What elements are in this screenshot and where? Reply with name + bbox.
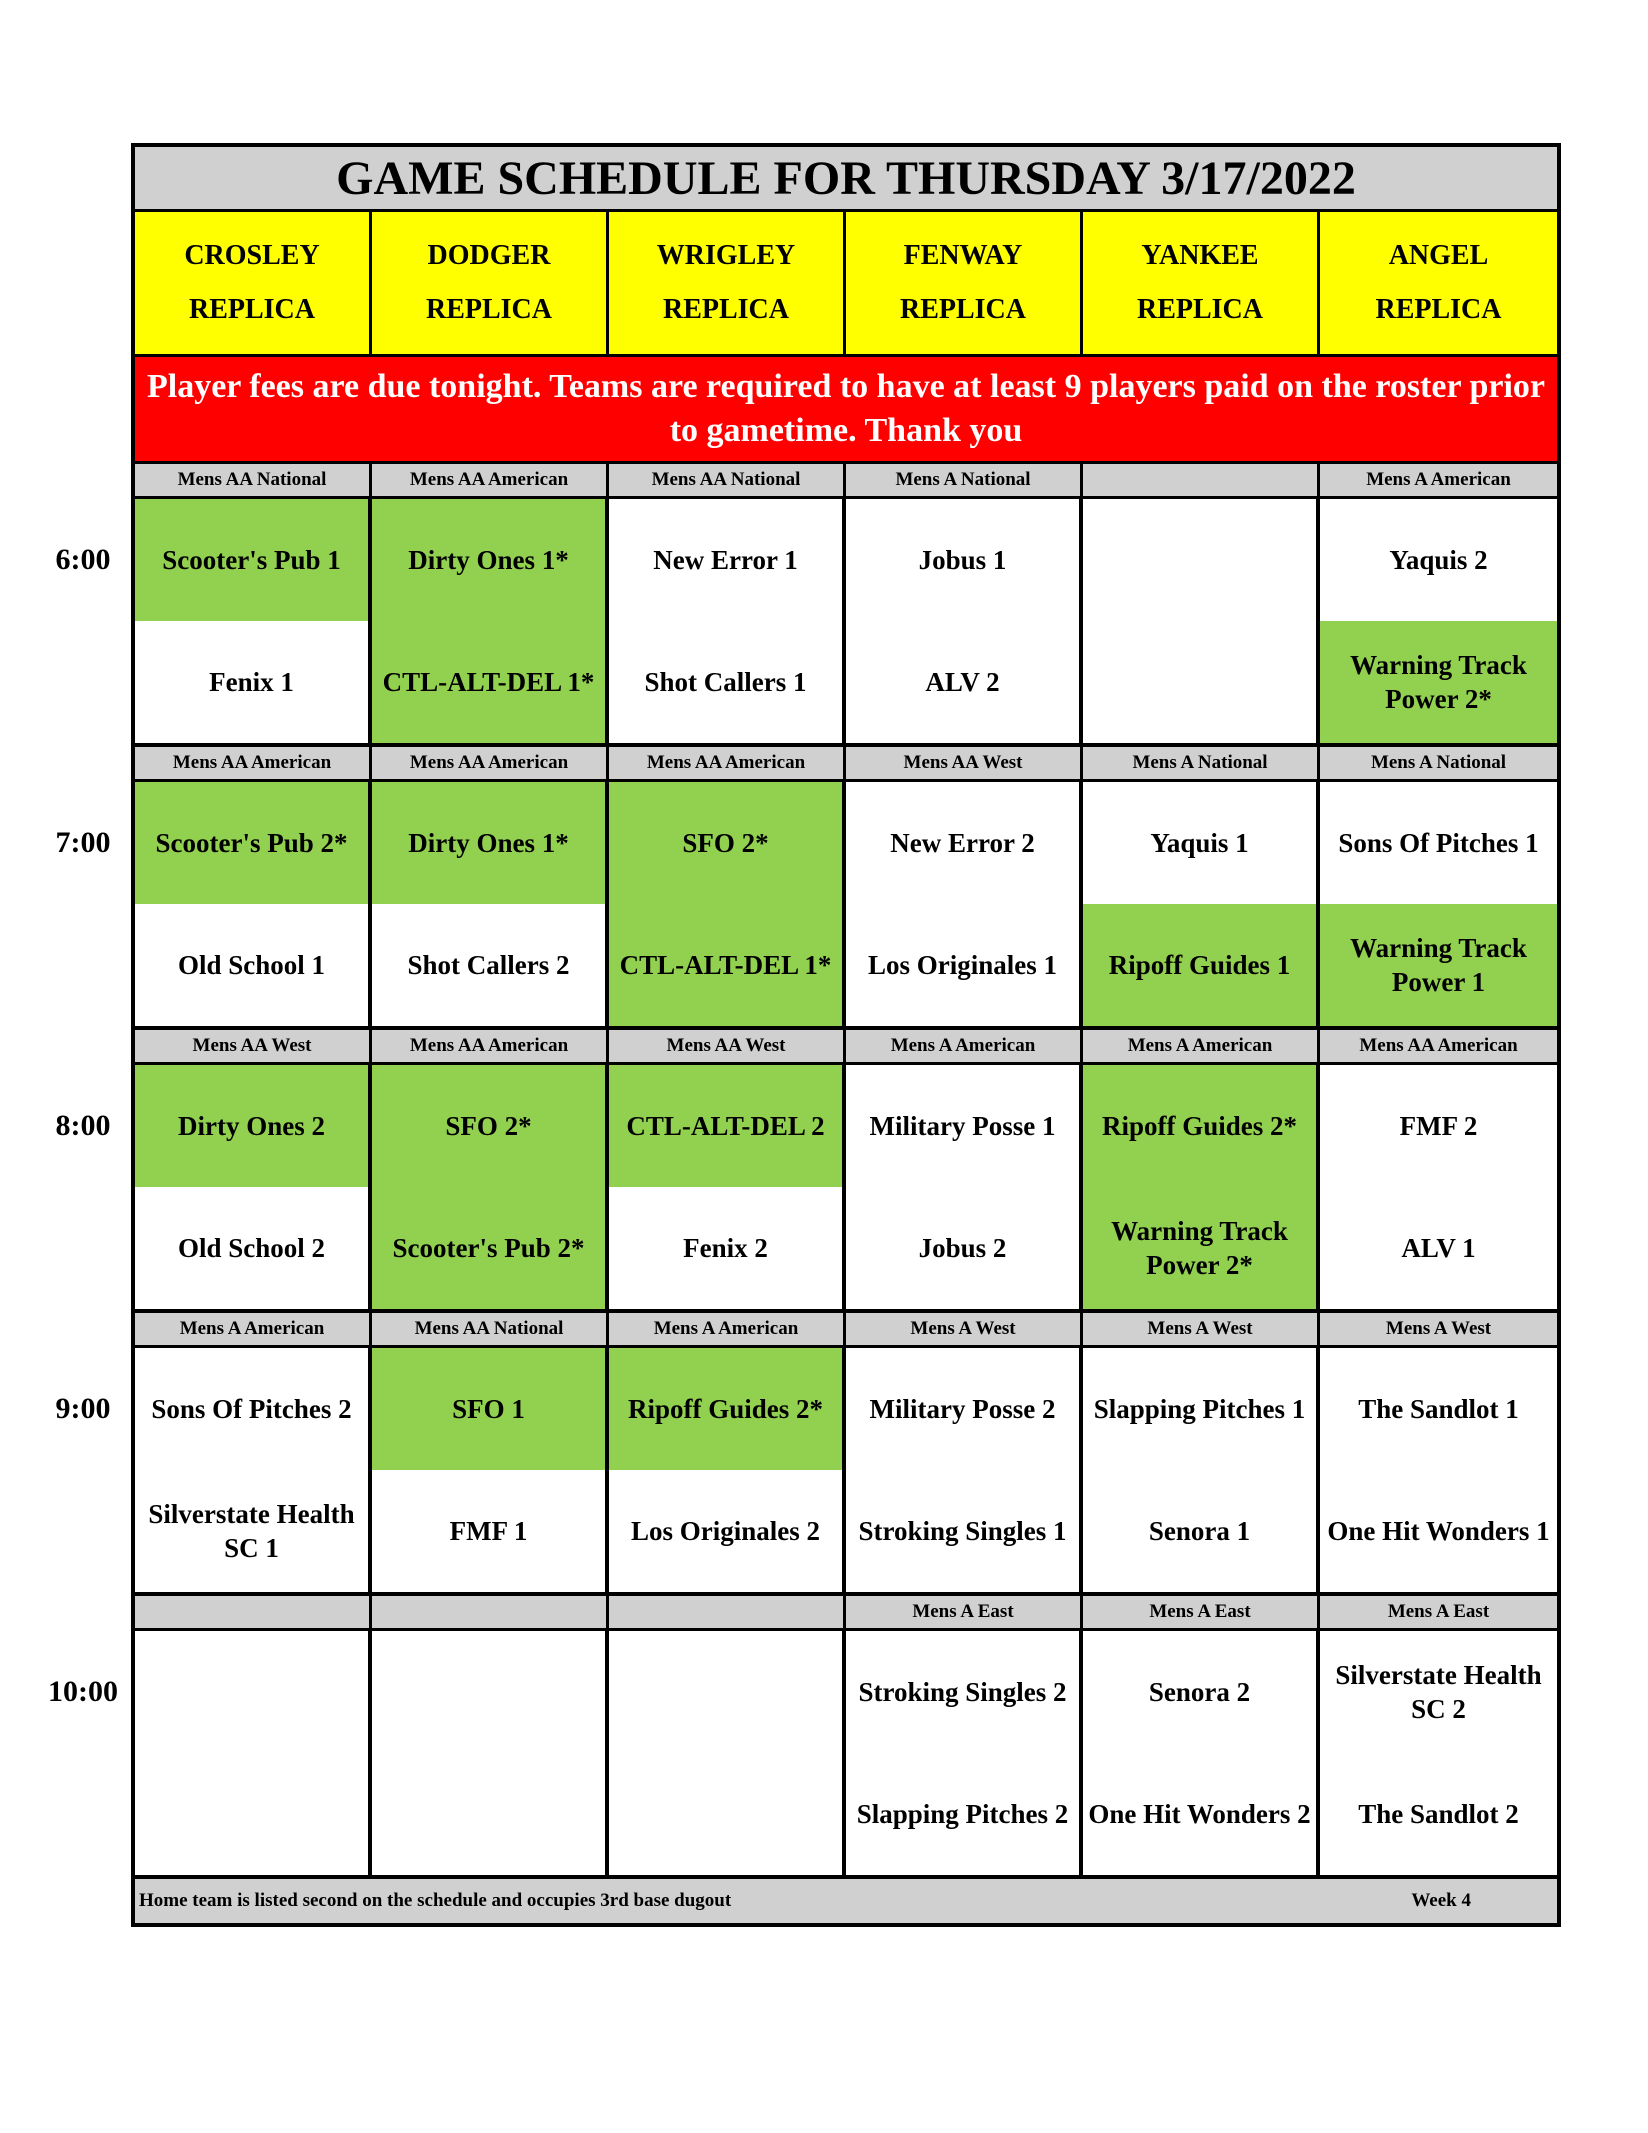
division-label: Mens A National — [846, 464, 1083, 496]
game-cell — [846, 1631, 1083, 1875]
home-team: Stroking Singles 1 — [858, 1516, 1067, 1546]
division-label: Mens A American — [1366, 469, 1511, 490]
field-header-wrigley — [609, 212, 846, 354]
division-label: Mens A National — [1370, 752, 1507, 773]
away-team: Sons Of Pitches 1 — [1338, 828, 1539, 858]
home-team: Scooter's Pub 2* — [372, 1187, 605, 1309]
field-name: WRIGLEY — [656, 240, 796, 271]
field-header-yankee — [1083, 212, 1320, 354]
field-subtitle: REPLICA — [1375, 294, 1502, 325]
division-label: Mens A West — [846, 1313, 1083, 1345]
division-label: Mens AA West — [135, 1030, 372, 1062]
home-team: Ripoff Guides 1 — [1083, 904, 1316, 1026]
away-team: Ripoff Guides 2* — [609, 1348, 842, 1470]
field-name: CROSLEY — [184, 240, 320, 271]
away-team — [1083, 499, 1316, 621]
game-cell — [372, 1348, 609, 1592]
game-cell — [135, 1065, 372, 1309]
division-row — [135, 747, 1557, 782]
division-label: Mens AA American — [372, 747, 609, 779]
home-team: ALV 2 — [925, 667, 1000, 697]
division-label: Mens AA West — [846, 747, 1083, 779]
game-cell — [1320, 1631, 1557, 1875]
division-label: Mens AA National — [135, 464, 372, 496]
division-label: Mens A American — [846, 1030, 1083, 1062]
field-name: YANKEE — [1141, 240, 1259, 271]
field-subtitle: REPLICA — [188, 294, 315, 325]
home-team: ALV 1 — [1401, 1233, 1476, 1263]
home-team: Los Originales 1 — [867, 950, 1057, 980]
away-team: Scooter's Pub 1 — [135, 499, 368, 621]
schedule-table — [131, 143, 1561, 1927]
field-header-angel — [1320, 212, 1557, 354]
home-team: Warning Track Power 1 — [1320, 904, 1557, 1026]
away-team — [372, 1631, 605, 1753]
away-team — [135, 1631, 368, 1753]
division-label — [1083, 464, 1320, 496]
home-team — [1083, 621, 1316, 743]
game-cell — [1083, 1631, 1320, 1875]
home-team: Old School 2 — [177, 1233, 326, 1263]
home-team: Fenix 1 — [209, 667, 294, 697]
field-subtitle: REPLICA — [1136, 294, 1263, 325]
game-row — [135, 1348, 1557, 1596]
home-team: Jobus 2 — [918, 1233, 1007, 1263]
division-label: Mens A East — [1083, 1596, 1320, 1628]
away-team: Stroking Singles 2 — [858, 1677, 1067, 1707]
game-cell — [372, 782, 609, 1026]
home-team: FMF 1 — [449, 1516, 528, 1546]
field-header-fenway — [846, 212, 1083, 354]
division-label: Mens AA American — [1359, 1035, 1518, 1056]
field-subtitle: REPLICA — [662, 294, 789, 325]
division-row — [135, 1030, 1557, 1065]
game-cell — [135, 499, 372, 743]
division-label: Mens AA National — [609, 464, 846, 496]
away-team: New Error 2 — [890, 828, 1035, 858]
game-cell — [1083, 499, 1320, 743]
field-header-row — [135, 212, 1557, 357]
game-cell — [135, 1631, 372, 1875]
away-team: Scooter's Pub 2* — [135, 782, 368, 904]
division-label: Mens AA American — [609, 747, 846, 779]
game-cell — [846, 1065, 1083, 1309]
player-fees-notice: Player fees are due tonight. Teams are required to have at least 9 players paid on the roster prior to gametime. Thank you — [135, 357, 1557, 464]
game-cell — [1083, 1065, 1320, 1309]
game-cell — [609, 1065, 846, 1309]
time-label: 9:00 — [55, 1392, 111, 1425]
field-name: DODGER — [427, 240, 551, 271]
division-label: Mens A National — [1083, 747, 1320, 779]
time-label: 7:00 — [55, 826, 111, 859]
game-cell — [1083, 1348, 1320, 1592]
game-cell — [372, 499, 609, 743]
division-label: Mens A American — [135, 1313, 372, 1345]
away-team: Senora 2 — [1148, 1677, 1251, 1707]
away-team: Ripoff Guides 2* — [1083, 1065, 1316, 1187]
away-team: Jobus 1 — [918, 545, 1007, 575]
game-row — [135, 1631, 1557, 1879]
game-cell — [1083, 782, 1320, 1026]
week-label: Week 4 — [1411, 1890, 1471, 1911]
home-team: The Sandlot 2 — [1358, 1799, 1519, 1829]
away-team: Silverstate Health SC 2 — [1335, 1660, 1542, 1724]
game-row — [135, 499, 1557, 747]
away-team: SFO 2* — [609, 782, 842, 904]
division-row — [135, 1596, 1557, 1631]
home-team — [135, 1753, 368, 1875]
game-cell — [609, 782, 846, 1026]
division-label — [135, 1596, 372, 1628]
field-name: FENWAY — [903, 240, 1023, 271]
game-cell — [1320, 499, 1557, 743]
home-team: One Hit Wonders 2 — [1088, 1799, 1311, 1829]
away-team: The Sandlot 1 — [1358, 1394, 1519, 1424]
division-label: Mens A American — [609, 1313, 846, 1345]
game-cell — [1320, 782, 1557, 1026]
division-row — [135, 464, 1557, 499]
away-team — [609, 1631, 842, 1753]
field-header-crosley — [135, 212, 372, 354]
time-label: 6:00 — [55, 543, 111, 576]
away-team: Sons Of Pitches 2 — [151, 1394, 352, 1424]
schedule-title: GAME SCHEDULE FOR THURSDAY 3/17/2022 — [135, 147, 1557, 212]
home-team — [609, 1753, 842, 1875]
game-cell — [609, 1631, 846, 1875]
away-team: Military Posse 1 — [869, 1111, 1056, 1141]
home-team: Warning Track Power 2* — [1083, 1187, 1316, 1309]
game-cell — [135, 1348, 372, 1592]
home-team: Shot Callers 2 — [407, 950, 570, 980]
time-label: 8:00 — [55, 1109, 111, 1142]
home-team: Old School 1 — [177, 950, 326, 980]
away-team: Military Posse 2 — [869, 1394, 1056, 1424]
home-team: CTL-ALT-DEL 1* — [372, 621, 605, 743]
home-team: One Hit Wonders 1 — [1327, 1516, 1550, 1546]
division-label: Mens A West — [1083, 1313, 1320, 1345]
game-cell — [1320, 1065, 1557, 1309]
footer-bar — [135, 1879, 1557, 1923]
time-slots — [135, 464, 1557, 1879]
division-label: Mens A East — [1387, 1601, 1490, 1622]
division-label — [609, 1596, 846, 1628]
away-team: New Error 1 — [653, 545, 798, 575]
division-label — [372, 1596, 609, 1628]
home-team: Senora 1 — [1148, 1516, 1251, 1546]
away-team: Yaquis 1 — [1150, 828, 1249, 858]
division-label: Mens AA West — [609, 1030, 846, 1062]
game-cell — [1320, 1348, 1557, 1592]
away-team: Yaquis 2 — [1389, 545, 1488, 575]
game-cell — [609, 1348, 846, 1592]
home-team — [372, 1753, 605, 1875]
game-cell — [846, 782, 1083, 1026]
division-label: Mens A East — [846, 1596, 1083, 1628]
game-cell — [846, 499, 1083, 743]
away-team: SFO 2* — [372, 1065, 605, 1187]
game-row — [135, 782, 1557, 1030]
home-team: Silverstate Health SC 1 — [148, 1499, 355, 1563]
field-name: ANGEL — [1388, 240, 1489, 271]
game-cell — [372, 1065, 609, 1309]
home-team: Shot Callers 1 — [644, 667, 807, 697]
away-team: Dirty Ones 1* — [372, 499, 605, 621]
time-label: 10:00 — [48, 1675, 118, 1708]
division-label: Mens AA National — [372, 1313, 609, 1345]
field-subtitle: REPLICA — [899, 294, 1026, 325]
home-team: Slapping Pitches 2 — [856, 1799, 1069, 1829]
away-team: FMF 2 — [1399, 1111, 1478, 1141]
home-team: Warning Track Power 2* — [1320, 621, 1557, 743]
home-team: CTL-ALT-DEL 1* — [609, 904, 842, 1026]
division-label: Mens AA American — [372, 1030, 609, 1062]
home-team: Los Originales 2 — [630, 1516, 820, 1546]
game-cell — [609, 499, 846, 743]
game-cell — [372, 1631, 609, 1875]
game-cell — [846, 1348, 1083, 1592]
field-header-dodger — [372, 212, 609, 354]
game-cell — [135, 782, 372, 1026]
home-team: Fenix 2 — [683, 1233, 768, 1263]
division-label: Mens A American — [1083, 1030, 1320, 1062]
away-team: CTL-ALT-DEL 2 — [609, 1065, 842, 1187]
away-team: Slapping Pitches 1 — [1093, 1394, 1306, 1424]
division-label: Mens AA American — [372, 464, 609, 496]
division-label: Mens AA American — [135, 747, 372, 779]
home-team-note: Home team is listed second on the schedule and occupies 3rd base dugout — [139, 1890, 732, 1911]
away-team: Dirty Ones 1* — [372, 782, 605, 904]
division-label: Mens A West — [1385, 1318, 1492, 1339]
division-row — [135, 1313, 1557, 1348]
game-row — [135, 1065, 1557, 1313]
away-team: Dirty Ones 2 — [135, 1065, 368, 1187]
field-subtitle: REPLICA — [425, 294, 552, 325]
away-team: SFO 1 — [372, 1348, 605, 1470]
